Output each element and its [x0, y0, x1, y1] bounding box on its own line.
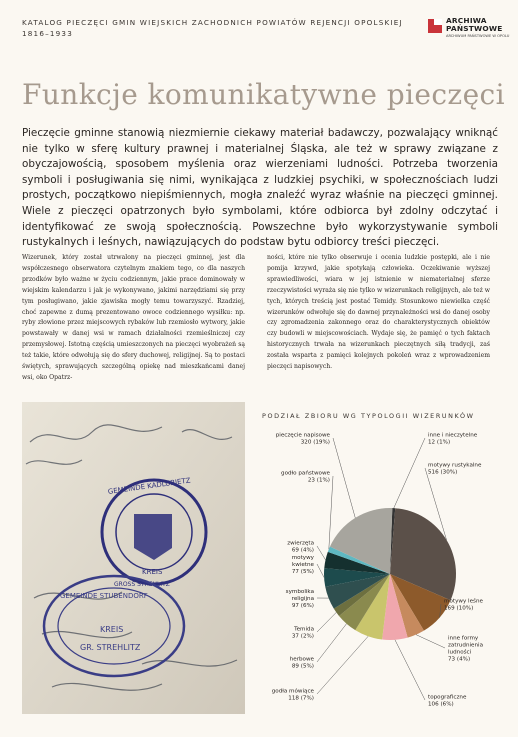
slice-label-1: motywy rustykalne 516 (30%) — [428, 462, 482, 476]
slice-label-2: motywy leśne 169 (10%) — [444, 598, 483, 612]
stamp1-city: GROSS STREHLITZ — [114, 581, 170, 588]
archive-logo — [428, 16, 510, 41]
logo-mark-icon — [428, 19, 442, 33]
leader-line-3 — [416, 635, 445, 648]
leader-line-9 — [317, 564, 324, 578]
lead-paragraph: Pieczęcie gminne stanowią niezmiernie ciekawy materiał badawczy, pozwalający wniknąć nie tylko w sferę kultury prawnej i materialnej Śląska, ale też w sprawy związane z obyczajowością, sposobem myślenia oraz wierzeniami ludności. Potrzeba tworzenia symboli i posługiwania się nimi, wynikająca z ludzkiej psychiki, w społecznościach ludzi prostych, początkowo niepiśmiennych, mogła znaleźć wyraz właśnie na pieczęci gminnej. Wiele z pieczęci opatrzonych było symbolami, które odbiorca był zdolny odczytać i identyfikować ze swoją społecznością. Powszechne było wykorzystywanie symboli rustykalnych i leśnych, nawiązujących do podstaw bytu odbiorcy treści pieczęci. — [22, 127, 498, 249]
stamp1-name: GEMEINDE KADLUBIETZ — [107, 476, 192, 496]
page-title: Funkcje komunikatywne pieczęci — [22, 78, 505, 111]
header-years: 1816–1933 — [22, 29, 73, 38]
stamp2-kreis: KREIS — [100, 625, 124, 634]
body-column-right: ności, które nie tylko obserwuje i ocenia ludzkie postępki, ale i nie pomija krzywd, jakie spotykają człowieka. Oczekiwanie wyższej sprawiedliwości, wiara w jej istnienie w niematerialnej sferze rzeczywistości wyraża się nie tylko w wizerunkach religijnych, ale też w tych, których treścią jest postać Temidy. Stosunkowo niewielka część wizerunków odwołuje się do dawnej przynależności wsi do danej osoby czy zgromadzenia zakonnego oraz do charakterystycznych obiektów czy budowli w miejscowościach. Wydaje się, że pamięć o tych faktach historycznych trwała na wizerunkach pieczętnych siłą tradycji, zaś została wsparta z pamięci kolejnych pokoleń wraz z wprowadzeniem pieczęci napisowych. — [267, 254, 490, 371]
logo-name-line2: PAŃSTWOWE — [446, 24, 503, 33]
slice-label-8: symbolika religijna 97 (6%) — [285, 589, 314, 609]
slice-label-10: zwierzęta 69 (4%) — [287, 540, 314, 554]
logo-name — [446, 17, 502, 33]
leader-line-7 — [317, 612, 336, 632]
header-title: KATALOG PIECZĘCI GMIN WIEJSKICH ZACHODNICH POWIATÓW REJENCJI OPOLSKIEJ — [22, 18, 403, 27]
stamp2-name: GEMEINDE STUBENDORF — [60, 592, 148, 600]
slice-label-0: inne i nieczytelne 12 (1%) — [428, 432, 478, 446]
leader-line-0 — [394, 438, 425, 508]
pie-chart — [258, 420, 512, 715]
slice-label-6: herbowe 89 (5%) — [289, 656, 314, 670]
chart-title: PODZIAŁ ZBIORU WG TYPOLOGII WIZERUNKÓW — [262, 412, 475, 420]
logo-name-line1: ARCHIWA — [446, 16, 487, 25]
stamp1-kreis: KREIS — [142, 568, 163, 576]
seal-stamps-photo — [22, 402, 245, 714]
slice-label-7: Temida 37 (2%) — [291, 626, 314, 640]
leader-line-12 — [333, 438, 355, 518]
slice-label-4: topograficzne 106 (6%) — [428, 694, 467, 708]
leader-line-4 — [395, 640, 425, 700]
slice-label-3: inne formy zatrudnienia ludności 73 (4%) — [448, 635, 484, 663]
leader-line-10 — [317, 546, 326, 560]
logo-subtitle: ARCHIWUM PAŃSTWOWE W OPOLU — [446, 34, 510, 38]
leader-line-5 — [317, 636, 368, 694]
slice-label-11: godło państwowe 23 (1%) — [281, 470, 330, 484]
running-header — [22, 17, 403, 39]
leader-line-6 — [317, 624, 347, 662]
slice-label-12: pieczęcie napisowe 320 (19%) — [275, 432, 330, 446]
body-column-left: Wizerunek, który został utrwalony na pieczęci gminnej, jest dla współczesnego obserwatora czytelnym znakiem tego, co dla naszych przodków było ważne w życiu codziennym, jakie prace dominowały w wiejskim kalendarzu i jak je wykonywano, jakimi narzędziami się przy tym posługiwano, jakie zjawiska mogły temu towarzyszyć. Rzadziej, choć zapewne z dumą prezentowano owoce codziennego wysiłku: np. ryby złowione przez miejscowych rybaków lub rzemiosło wytwory, jakie powstawały w danej wsi w ramach działalności rzemieślniczej czy przemysłowej. Istotną częścią umieszczonych na pieczęci wyobrażeń są też takie, które odwołują się do sfery duchowej, religijnej. Są to postaci świętych, sprawujących szczególną opiekę nad mieszkańcami danej wsi, oko Opatrz- — [22, 254, 245, 381]
slice-label-5: godła mówiące 118 (7%) — [271, 688, 314, 702]
stamp2-city: GR. STREHLITZ — [80, 643, 141, 652]
leader-line-11 — [329, 476, 333, 549]
slice-label-9: motywy kwietne 77 (5%) — [291, 555, 314, 575]
